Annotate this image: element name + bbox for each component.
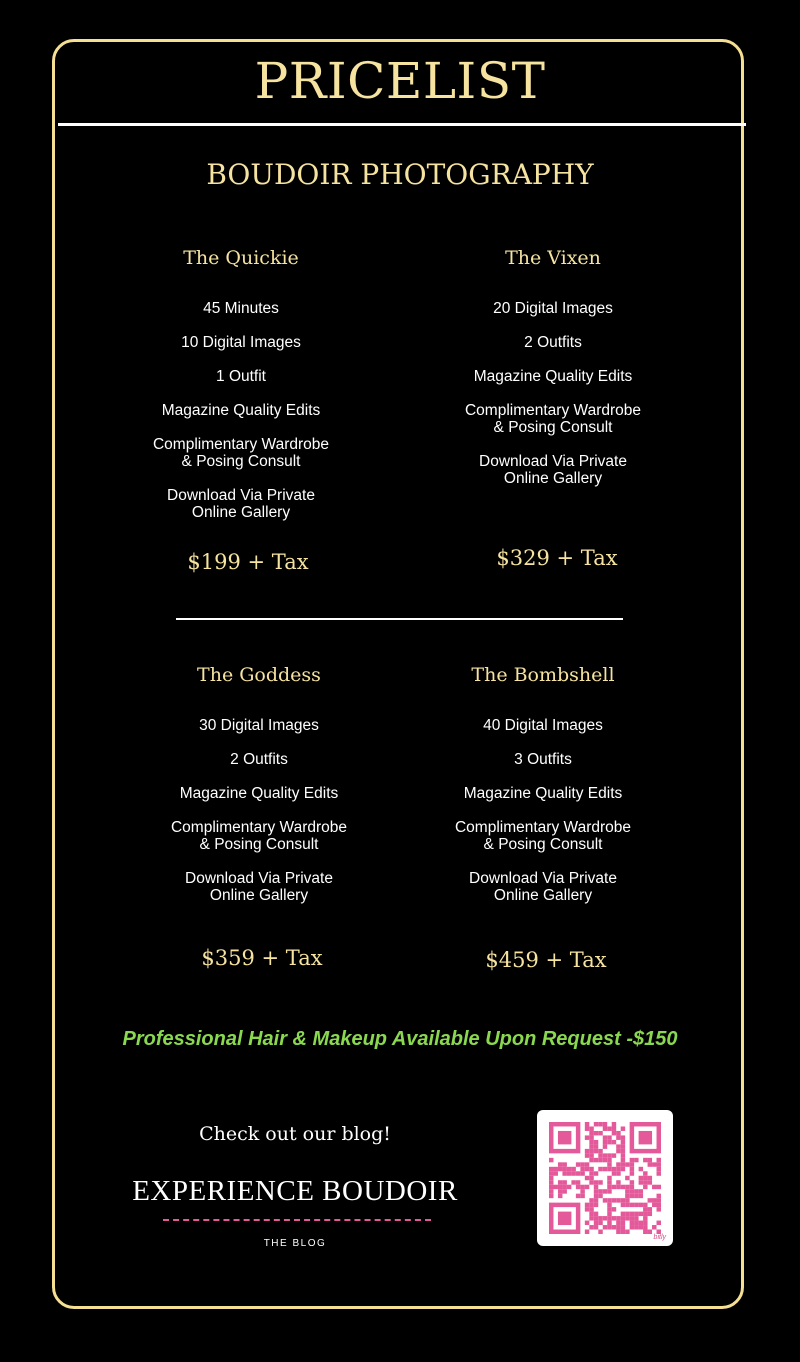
feature-item: Download Via Private Online Gallery (479, 453, 627, 487)
package-goddess (114, 663, 404, 904)
package-features (408, 300, 698, 487)
logo-dashed-underline (163, 1219, 431, 1221)
package-name: The Goddess (197, 664, 321, 686)
feature-item: 1 Outfit (216, 368, 266, 385)
feature-item: Download Via Private Online Gallery (469, 870, 617, 904)
feature-item: 20 Digital Images (493, 300, 613, 317)
feature-item: Magazine Quality Edits (161, 402, 321, 419)
feature-item: Magazine Quality Edits (179, 785, 339, 802)
feature-item: 45 Minutes (203, 300, 279, 317)
page-title: PRICELIST (254, 52, 546, 110)
blog-logo-subtitle: THE BLOG (263, 1238, 327, 1249)
feature-item: 2 Outfits (230, 751, 288, 768)
section-subtitle: BOUDOIR PHOTOGRAPHY (206, 158, 594, 191)
package-vixen (408, 246, 698, 487)
package-price-vixen: $329 + Tax (496, 546, 618, 570)
package-features (96, 300, 386, 521)
package-features (114, 717, 404, 904)
package-name: The Vixen (505, 247, 601, 269)
package-price-goddess: $359 + Tax (201, 946, 323, 970)
package-price-bombshell: $459 + Tax (485, 948, 607, 972)
feature-item: Download Via Private Online Gallery (185, 870, 333, 904)
feature-item: 10 Digital Images (181, 334, 301, 351)
feature-item: Complimentary Wardrobe & Posing Consult (170, 819, 347, 853)
feature-item: Download Via Private Online Gallery (167, 487, 315, 521)
feature-item: Complimentary Wardrobe & Posing Consult (454, 819, 631, 853)
package-price-quickie: $199 + Tax (187, 550, 309, 574)
qr-brand-label: bitly (653, 1234, 666, 1241)
section-divider (176, 618, 623, 620)
package-features (398, 717, 688, 904)
feature-item: Magazine Quality Edits (473, 368, 633, 385)
addon-hair-makeup: Professional Hair & Makeup Available Upon Request -$150 (122, 1028, 678, 1050)
feature-item: 40 Digital Images (483, 717, 603, 734)
qr-code-icon (549, 1122, 661, 1234)
blog-logo[interactable]: EXPERIENCE BOUDOIR (132, 1175, 458, 1207)
blog-cta[interactable]: Check out our blog! (199, 1123, 391, 1145)
feature-item: 2 Outfits (524, 334, 582, 351)
feature-item: Magazine Quality Edits (463, 785, 623, 802)
qr-code-card[interactable] (537, 1110, 673, 1246)
package-quickie (96, 246, 386, 521)
feature-item: Complimentary Wardrobe & Posing Consult (464, 402, 641, 436)
feature-item: 30 Digital Images (199, 717, 319, 734)
package-bombshell (398, 663, 688, 904)
feature-item: Complimentary Wardrobe & Posing Consult (152, 436, 329, 470)
package-name: The Bombshell (471, 664, 615, 686)
feature-item: 3 Outfits (514, 751, 572, 768)
package-name: The Quickie (183, 247, 299, 269)
title-divider (58, 123, 746, 126)
